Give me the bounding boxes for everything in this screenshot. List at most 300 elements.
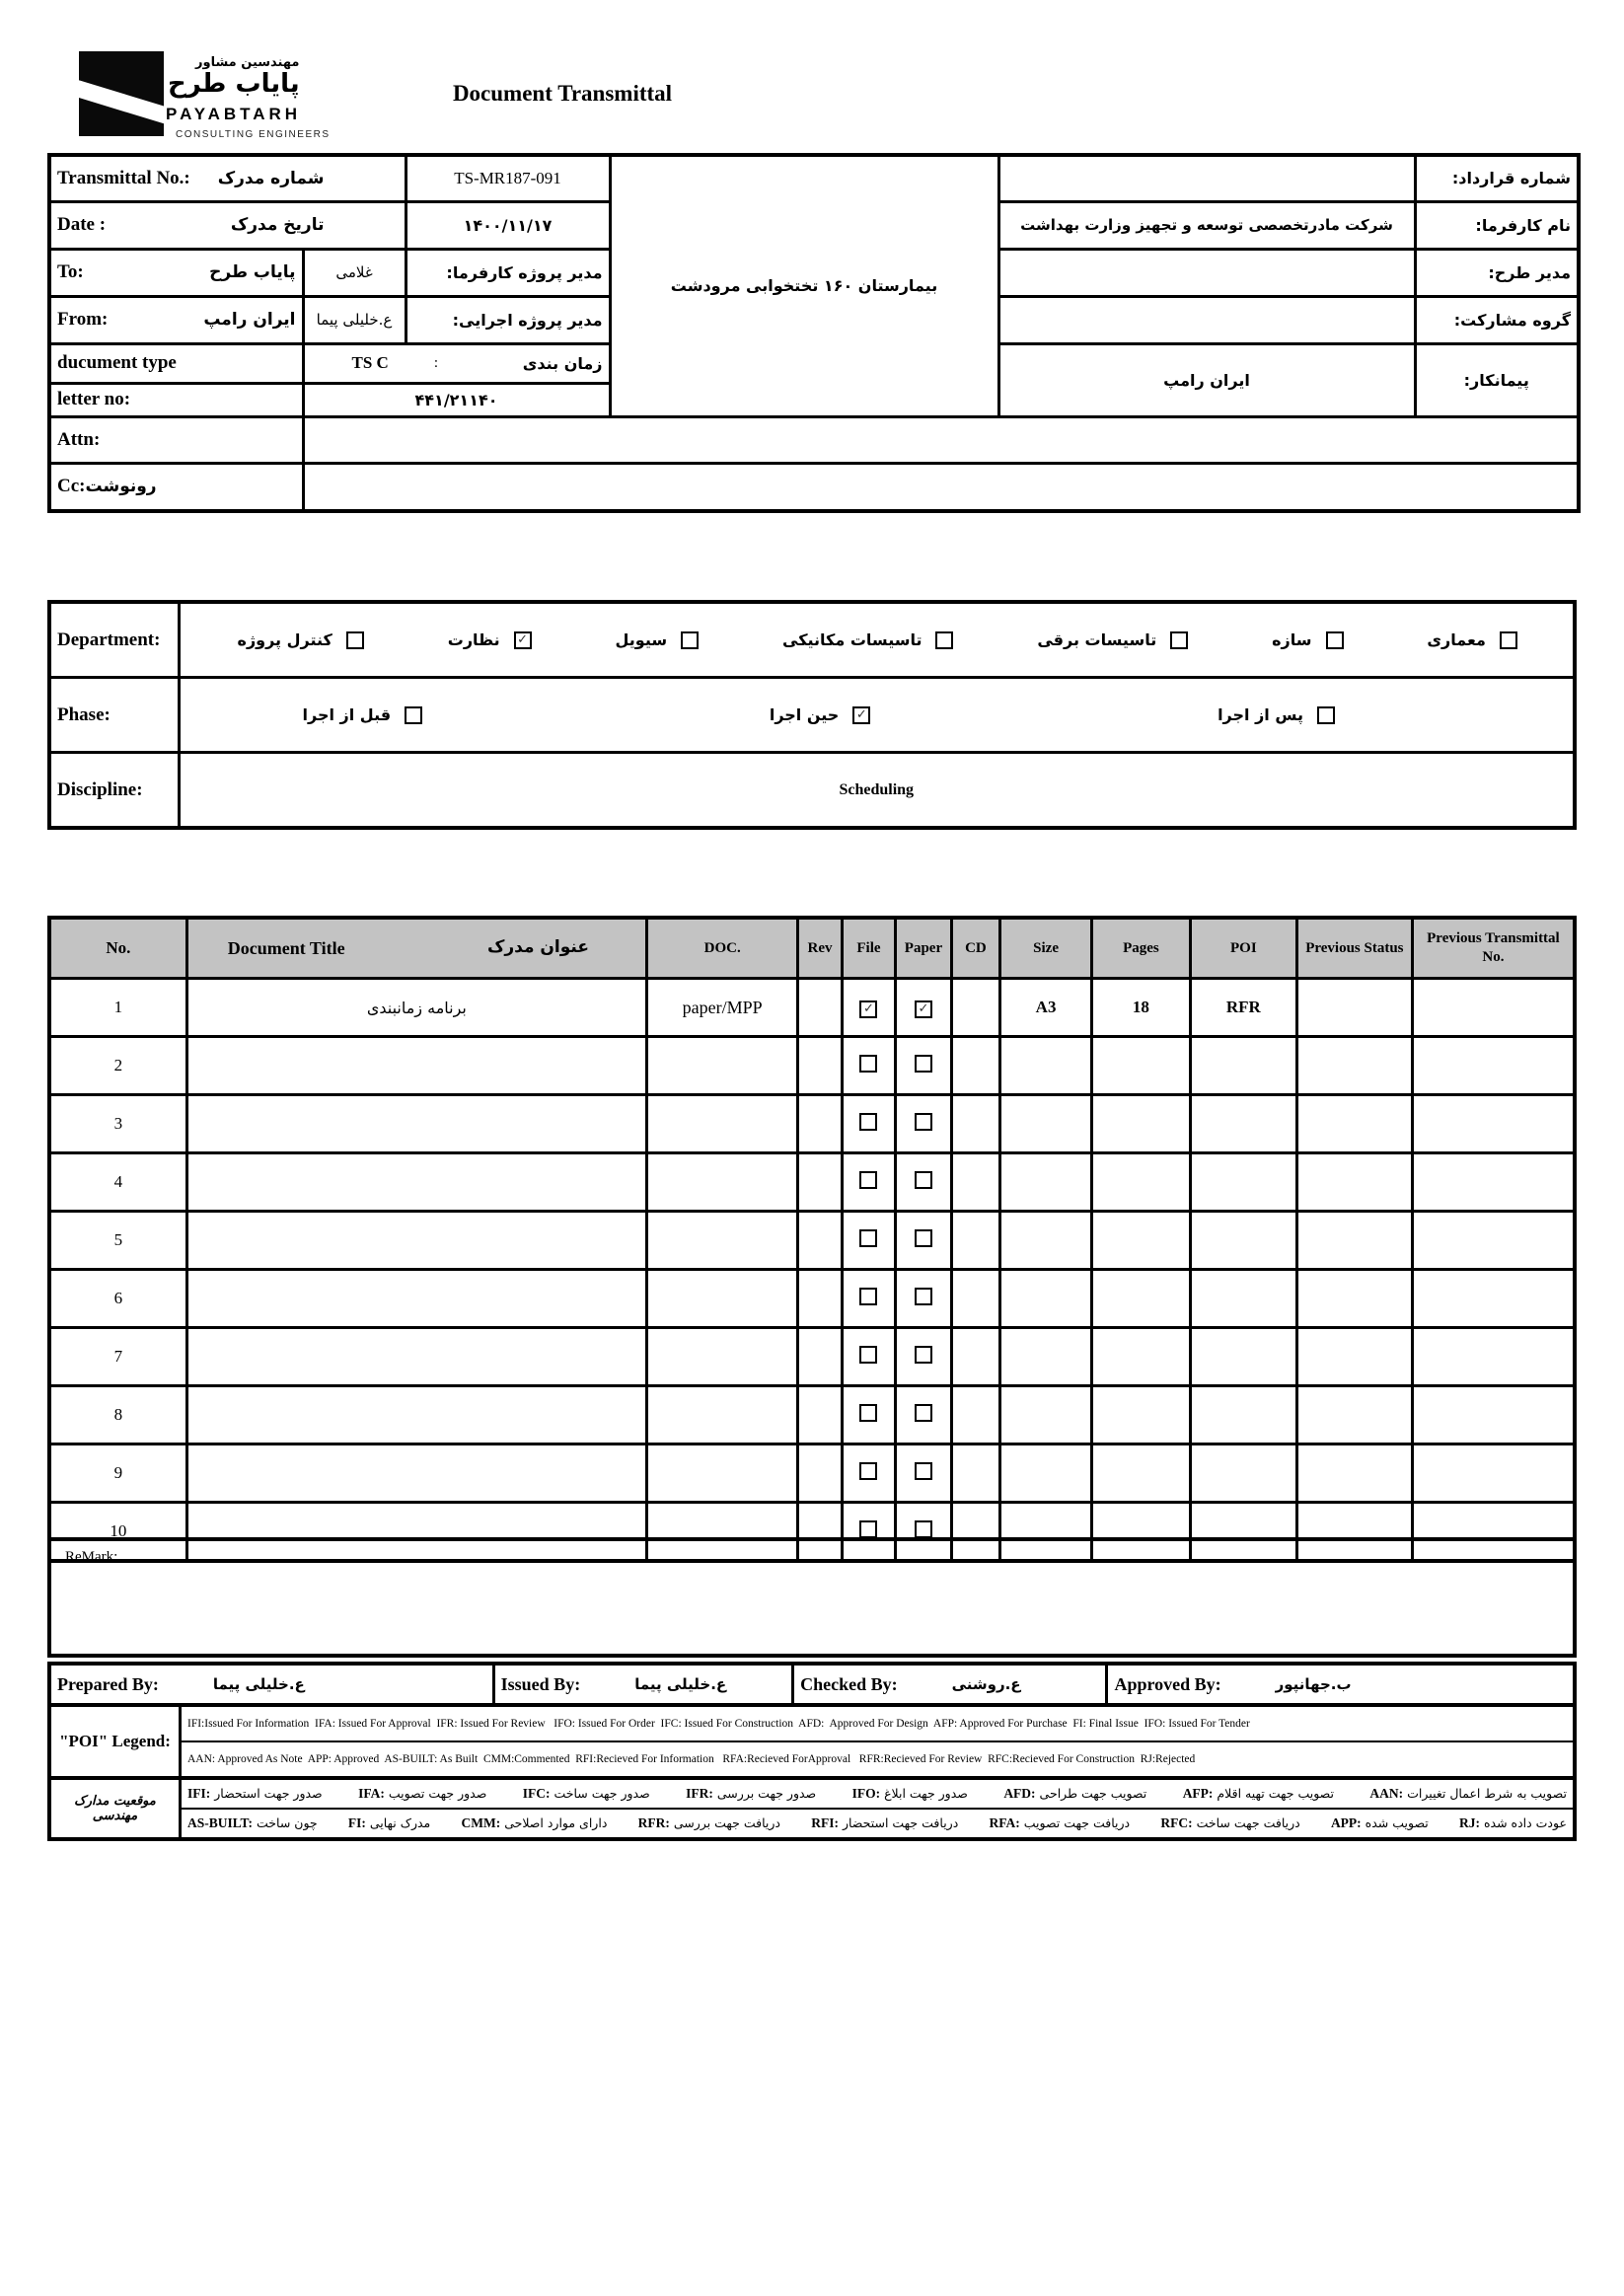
cell-poi — [1190, 1386, 1296, 1444]
department-options-cell — [179, 602, 1575, 678]
department-row-label: Department: — [49, 602, 179, 678]
fa-legend-item — [187, 1815, 318, 1831]
phase-item — [1218, 705, 1335, 724]
cell-poi — [1190, 1153, 1296, 1212]
cell-prev-transmittal — [1412, 1153, 1575, 1212]
col-prev-status: Previous Status — [1296, 918, 1412, 979]
cell-paper — [896, 1095, 952, 1153]
cell-poi — [1190, 1444, 1296, 1503]
to-person: غلامی — [303, 249, 406, 296]
col-size: Size — [1000, 918, 1092, 979]
fa-legend-text: مدرک نهایی — [365, 1815, 431, 1830]
phase-row-label: Phase: — [49, 678, 179, 753]
cell-prev-transmittal — [1412, 1328, 1575, 1386]
fa-legend-item — [1331, 1815, 1429, 1831]
cell-pages — [1091, 1386, 1190, 1444]
signature-label: Issued By: — [500, 1673, 581, 1694]
fa-legend-text: صدور جهت استحضار — [210, 1786, 323, 1801]
cc-label-cell — [49, 463, 303, 511]
cell-title — [186, 1270, 646, 1328]
fa-legend-item — [1003, 1786, 1146, 1802]
signature-name: ع.روشنی — [951, 1675, 1021, 1693]
col-title-en: Document Title — [227, 937, 345, 958]
cell-file — [842, 1386, 895, 1444]
signature-label: Approved By: — [1114, 1673, 1221, 1694]
department-label: نظارت — [447, 630, 500, 649]
fa-legend-item — [638, 1815, 780, 1831]
paper-checkbox-row-10[interactable] — [915, 1520, 932, 1538]
remark-label: ReMark: — [65, 1549, 118, 1565]
file-checkbox-row-3[interactable] — [859, 1113, 877, 1131]
col-rev: Rev — [798, 918, 842, 979]
cell-pages — [1091, 1153, 1190, 1212]
cell-no: 8 — [49, 1386, 186, 1444]
department-label: تاسیسات مکانیکی — [782, 630, 923, 649]
logo-subtitle: CONSULTING ENGINEERS — [176, 129, 331, 140]
fa-legend-item — [686, 1786, 816, 1802]
cell-cd — [951, 1212, 999, 1270]
department-table — [47, 600, 1577, 830]
documents-header-row — [49, 918, 1575, 979]
cell-prev-transmittal — [1412, 1270, 1575, 1328]
file-checkbox-row-7[interactable] — [859, 1346, 877, 1364]
cell-rev — [798, 1444, 842, 1503]
cell-cd — [951, 1095, 999, 1153]
from-cell — [49, 296, 303, 343]
fa-legend-text: دریافت جهت ساخت — [1192, 1815, 1300, 1830]
table-row — [49, 1328, 1575, 1386]
cell-poi — [1190, 1037, 1296, 1095]
to-cell — [49, 249, 303, 296]
cell-doc — [646, 1095, 797, 1153]
cell-doc — [646, 1328, 797, 1386]
cell-pages: 18 — [1091, 979, 1190, 1037]
signature-name: ع.خلیلی پیما — [212, 1675, 305, 1693]
cell-no: 5 — [49, 1212, 186, 1270]
phase-checkbox-0[interactable] — [405, 706, 422, 724]
cell-title — [186, 1444, 646, 1503]
transmittal-no-value: TS-MR187-091 — [406, 155, 610, 201]
project-name: بیمارستان ۱۶۰ تختخوابی مرودشت — [610, 155, 998, 416]
cell-prev-status — [1296, 979, 1412, 1037]
cell-doc — [646, 1212, 797, 1270]
cell-prev-transmittal — [1412, 1037, 1575, 1095]
attn-label-cell — [49, 416, 303, 463]
client-pm-label: مدیر پروژه کارفرما: — [406, 249, 610, 296]
date-label-cell — [49, 201, 406, 249]
remark-box — [47, 1537, 1577, 1658]
fa-legend-code: AFD: — [1003, 1786, 1036, 1801]
cell-paper — [896, 1386, 952, 1444]
fa-legend-item — [1369, 1786, 1567, 1802]
cell-title — [186, 1212, 646, 1270]
fa-legend-line-1 — [182, 1780, 1573, 1808]
doc-type-label: ducument type — [57, 352, 177, 373]
signature-label: Checked By: — [800, 1673, 898, 1694]
fa-legend-code: IFR: — [686, 1786, 713, 1801]
fa-legend-item — [811, 1815, 958, 1831]
cc-label-fa: رونوشت — [85, 477, 157, 497]
department-checkbox-2[interactable] — [681, 631, 699, 649]
fa-legend-item — [1160, 1815, 1299, 1831]
cell-file — [842, 1153, 895, 1212]
cell-no: 6 — [49, 1270, 186, 1328]
doc-type-colon: : — [433, 354, 438, 371]
fa-legend-code: RFI: — [811, 1815, 839, 1830]
cell-no: 7 — [49, 1328, 186, 1386]
cell-title — [186, 1095, 646, 1153]
cell-prev-transmittal — [1412, 979, 1575, 1037]
fa-legend-text: صدور جهت تصویب — [384, 1786, 487, 1801]
discipline-row-label: Discipline: — [49, 753, 179, 829]
col-no: No. — [49, 918, 186, 979]
doc-type-fa: زمان بندی — [522, 353, 603, 373]
fa-legend-text: چون ساخت — [253, 1815, 318, 1830]
col-doc: DOC. — [646, 918, 797, 979]
cell-title — [186, 1153, 646, 1212]
cell-prev-transmittal — [1412, 1386, 1575, 1444]
cell-title — [186, 1037, 646, 1095]
fa-legend-code: IFI: — [187, 1786, 211, 1801]
cell-cd — [951, 1270, 999, 1328]
cell-rev — [798, 979, 842, 1037]
fa-legend-item — [187, 1786, 323, 1802]
cell-size — [1000, 1444, 1092, 1503]
fa-legend-code: RJ: — [1458, 1815, 1480, 1830]
poi-legend — [47, 1703, 1577, 1780]
department-item — [1427, 630, 1517, 649]
cell-size — [1000, 1212, 1092, 1270]
cell-rev — [798, 1212, 842, 1270]
paper-checkbox-row-4[interactable] — [915, 1171, 932, 1189]
signature-cell — [51, 1666, 495, 1703]
phase-item — [303, 705, 423, 724]
cell-poi: RFR — [1190, 979, 1296, 1037]
cell-prev-status — [1296, 1037, 1412, 1095]
from-label: From: — [57, 309, 109, 330]
table-row — [49, 1270, 1575, 1328]
cell-doc — [646, 1153, 797, 1212]
col-title-fa: عنوان مدرک — [486, 937, 589, 958]
cell-cd — [951, 979, 999, 1037]
fa-legend-item — [1459, 1815, 1567, 1831]
fa-legend-line-2 — [182, 1808, 1573, 1837]
cell-cd — [951, 1444, 999, 1503]
fa-legend-item — [461, 1815, 607, 1831]
fa-legend-label: موقعیت مدارک مهندسی — [51, 1780, 182, 1837]
department-label: سازه — [1272, 630, 1312, 649]
phase-label: حین اجرا — [769, 705, 840, 724]
fa-legend-text: تصویب جهت تهیه اقلام — [1213, 1786, 1334, 1801]
client-name-label: نام کارفرما: — [1415, 201, 1579, 249]
cell-size — [1000, 1095, 1092, 1153]
cell-rev — [798, 1037, 842, 1095]
cell-size — [1000, 1270, 1092, 1328]
discipline-value: Scheduling — [179, 753, 1575, 829]
fa-legend-text: صدور جهت بررسی — [712, 1786, 817, 1801]
cell-prev-status — [1296, 1328, 1412, 1386]
design-manager-label: مدیر طرح: — [1415, 249, 1579, 296]
table-row — [49, 1095, 1575, 1153]
fa-legend-text: عودت داده شده — [1479, 1815, 1567, 1830]
signature-name: ع.خلیلی پیما — [634, 1675, 727, 1693]
cell-rev — [798, 1386, 842, 1444]
paper-checkbox-row-6[interactable] — [915, 1288, 932, 1305]
cell-prev-transmittal — [1412, 1212, 1575, 1270]
from-person: ع.خلیلی پیما — [303, 296, 406, 343]
col-file: File — [842, 918, 895, 979]
cell-cd — [951, 1037, 999, 1095]
cell-no: 2 — [49, 1037, 186, 1095]
cell-prev-status — [1296, 1095, 1412, 1153]
cell-file — [842, 1270, 895, 1328]
date-label-en: Date : — [57, 214, 107, 235]
cell-paper — [896, 1444, 952, 1503]
file-checkbox-row-2[interactable] — [859, 1055, 877, 1073]
fa-legend-item — [1183, 1786, 1334, 1802]
department-item — [616, 630, 700, 649]
paper-checkbox-row-5[interactable] — [915, 1229, 932, 1247]
department-options — [186, 630, 1568, 649]
department-item — [448, 630, 532, 649]
cell-poi — [1190, 1095, 1296, 1153]
doc-type-value: TS C — [351, 353, 389, 372]
department-item — [238, 630, 364, 649]
cell-prev-status — [1296, 1444, 1412, 1503]
cell-pages — [1091, 1444, 1190, 1503]
table-row — [49, 1444, 1575, 1503]
cell-size — [1000, 1153, 1092, 1212]
department-item — [1272, 630, 1343, 649]
cell-poi — [1190, 1270, 1296, 1328]
transmittal-no-label-en: Transmittal No.: — [57, 167, 190, 188]
info-table — [47, 153, 1581, 513]
cell-title — [186, 1328, 646, 1386]
fa-legend-item — [523, 1786, 650, 1802]
cell-paper — [896, 1037, 952, 1095]
fa-legend-item — [348, 1815, 430, 1831]
fa-legend-code: AAN: — [1369, 1786, 1404, 1801]
file-checkbox-row-8[interactable] — [859, 1404, 877, 1422]
fa-legend-text: دریافت جهت تصویب — [1019, 1815, 1131, 1830]
paper-checkbox-row-1[interactable]: ✓ — [915, 1000, 932, 1018]
cell-poi — [1190, 1328, 1296, 1386]
partnership-value — [998, 296, 1415, 343]
col-pages: Pages — [1091, 918, 1190, 979]
fa-legend-text: صدور جهت ساخت — [550, 1786, 650, 1801]
to-value: پایاب طرح — [209, 262, 296, 282]
from-value: ایران رامپ — [203, 310, 296, 330]
table-row — [49, 979, 1575, 1037]
fa-legend-code: AFP: — [1182, 1786, 1214, 1801]
phase-checkbox-1[interactable]: ✓ — [852, 706, 870, 724]
cell-no: 3 — [49, 1095, 186, 1153]
signatures-row — [47, 1662, 1577, 1707]
transmittal-no-label-fa: شماره مدرک — [217, 168, 325, 188]
department-checkbox-3[interactable] — [935, 631, 953, 649]
col-prev-transmittal: Previous Transmittal No. — [1412, 918, 1575, 979]
phase-options-cell — [179, 678, 1575, 753]
cell-no: 4 — [49, 1153, 186, 1212]
cc-value — [303, 463, 1579, 511]
fa-legend-code: RFR: — [637, 1815, 670, 1830]
paper-checkbox-row-9[interactable] — [915, 1462, 932, 1480]
cell-pages — [1091, 1037, 1190, 1095]
fa-legend-item — [990, 1815, 1131, 1831]
doc-type-label-cell — [49, 343, 303, 383]
cell-size — [1000, 1386, 1092, 1444]
table-row — [49, 1212, 1575, 1270]
cell-no: 1 — [49, 979, 186, 1037]
fa-legend-text: صدور جهت ابلاغ — [880, 1786, 968, 1801]
cell-prev-status — [1296, 1386, 1412, 1444]
department-checkbox-1[interactable]: ✓ — [514, 631, 532, 649]
department-checkbox-5[interactable] — [1326, 631, 1344, 649]
contract-no-value — [998, 155, 1415, 201]
phase-item — [770, 705, 870, 724]
paper-checkbox-row-3[interactable] — [915, 1113, 932, 1131]
cell-file — [842, 1328, 895, 1386]
cell-no: 10 — [49, 1503, 186, 1562]
paper-checkbox-row-8[interactable] — [915, 1404, 932, 1422]
file-checkbox-row-5[interactable] — [859, 1229, 877, 1247]
phase-label: پس از اجرا — [1218, 705, 1303, 724]
logo-latin-name: PAYABTARH — [166, 105, 302, 123]
file-checkbox-row-4[interactable] — [859, 1171, 877, 1189]
signature-cell — [495, 1666, 794, 1703]
attn-value — [303, 416, 1579, 463]
cell-cd — [951, 1386, 999, 1444]
department-label: معماری — [1427, 630, 1486, 649]
cell-size — [1000, 1328, 1092, 1386]
cell-poi — [1190, 1212, 1296, 1270]
client-name-value: شرکت مادرتخصصی توسعه و تجهیز وزارت بهداشت — [998, 201, 1415, 249]
fa-legend-code: AS-BUILT: — [187, 1815, 254, 1830]
fa-legend-code: RFA: — [989, 1815, 1020, 1830]
fa-legend — [47, 1776, 1577, 1841]
cell-size — [1000, 1037, 1092, 1095]
letter-no-label: letter no: — [57, 389, 131, 409]
attn-label: Attn: — [57, 428, 101, 450]
cell-paper — [896, 1270, 952, 1328]
signature-cell — [794, 1666, 1108, 1703]
cell-cd — [951, 1328, 999, 1386]
fa-legend-text: تصویب جهت طراحی — [1035, 1786, 1147, 1801]
col-poi: POI — [1190, 918, 1296, 979]
date-label-fa: تاریخ مدرک — [230, 215, 325, 235]
fa-legend-code: FI: — [347, 1815, 366, 1830]
cell-pages — [1091, 1212, 1190, 1270]
fa-legend-text: دریافت جهت استحضار — [838, 1815, 959, 1830]
col-paper: Paper — [896, 918, 952, 979]
phase-checkbox-2[interactable] — [1317, 706, 1335, 724]
doc-type-value-cell — [303, 343, 610, 383]
cell-cd — [951, 1153, 999, 1212]
department-checkbox-0[interactable] — [346, 631, 364, 649]
fa-legend-code: IFO: — [851, 1786, 881, 1801]
table-row — [49, 1037, 1575, 1095]
department-label: کنترل پروژه — [237, 630, 332, 649]
contractor-value: ایران رامپ — [998, 343, 1415, 416]
fa-legend-code: CMM: — [461, 1815, 501, 1830]
cell-prev-status — [1296, 1270, 1412, 1328]
paper-checkbox-row-2[interactable] — [915, 1055, 932, 1073]
cell-file — [842, 1037, 895, 1095]
fa-legend-text: دارای موارد اصلاحی — [500, 1815, 608, 1830]
contractor-label: پیمانکار: — [1415, 343, 1579, 416]
cell-doc — [646, 1270, 797, 1328]
cell-doc — [646, 1037, 797, 1095]
fa-legend-text: تصویب به شرط اعمال تغییرات — [1403, 1786, 1567, 1801]
fa-legend-item — [852, 1786, 968, 1802]
fa-legend-item — [358, 1786, 486, 1802]
poi-legend-line-1: IFI:Issued For Information IFA: Issued For Approval IFR: Issued For Review IFO: Issued For Order IFC: Issued For Construction AFD: Approved For Design AFP: Approved For Purchase FI: Final Issue IFO: Issued For Tender — [187, 1718, 1250, 1730]
page-title: Document Transmittal — [452, 81, 673, 106]
cell-file — [842, 1444, 895, 1503]
cell-prev-status — [1296, 1153, 1412, 1212]
fa-legend-code: IFC: — [522, 1786, 551, 1801]
file-checkbox-row-1[interactable]: ✓ — [859, 1000, 877, 1018]
cell-title — [186, 1386, 646, 1444]
cell-doc: paper/MPP — [646, 979, 797, 1037]
department-item — [1037, 630, 1188, 649]
col-cd: CD — [951, 918, 999, 979]
cell-rev — [798, 1328, 842, 1386]
cell-size: A3 — [1000, 979, 1092, 1037]
table-row — [49, 1153, 1575, 1212]
cell-prev-transmittal — [1412, 1444, 1575, 1503]
department-item — [782, 630, 953, 649]
file-checkbox-row-10[interactable] — [859, 1520, 877, 1538]
to-label: To: — [57, 261, 84, 282]
cell-file — [842, 1212, 895, 1270]
file-checkbox-row-6[interactable] — [859, 1288, 877, 1305]
department-label: تاسیسات برقی — [1037, 630, 1157, 649]
cell-prev-status — [1296, 1212, 1412, 1270]
design-manager-value — [998, 249, 1415, 296]
cell-no: 9 — [49, 1444, 186, 1503]
cell-pages — [1091, 1095, 1190, 1153]
partnership-label: گروه مشارکت: — [1415, 296, 1579, 343]
cell-pages — [1091, 1270, 1190, 1328]
cell-title: برنامه زمانبندی — [186, 979, 646, 1037]
exec-pm-label: مدیر پروژه اجرایی: — [406, 296, 610, 343]
department-label: سیویل — [615, 630, 668, 649]
logo-fa-tagline: مهندسین مشاور — [195, 55, 300, 70]
fa-legend-code: IFA: — [358, 1786, 385, 1801]
signature-name: ب.جهانپور — [1275, 1675, 1352, 1693]
cell-rev — [798, 1095, 842, 1153]
cell-file — [842, 1095, 895, 1153]
transmittal-no-label-cell — [49, 155, 406, 201]
cell-prev-transmittal — [1412, 1095, 1575, 1153]
poi-legend-line-2: AAN: Approved As Note APP: Approved AS-BUILT: As Built CMM:Commented RFI:Recieved For Information RFA:Recieved ForApproval RFR:Recieved For Review RFC:Recieved For Construction RJ:Rejected — [182, 1741, 1573, 1776]
documents-table — [47, 916, 1577, 1563]
paper-checkbox-row-7[interactable] — [915, 1346, 932, 1364]
cell-file — [842, 979, 895, 1037]
department-checkbox-4[interactable] — [1170, 631, 1188, 649]
file-checkbox-row-9[interactable] — [859, 1462, 877, 1480]
fa-legend-text: دریافت جهت بررسی — [669, 1815, 780, 1830]
fa-legend-code: RFC: — [1160, 1815, 1193, 1830]
poi-legend-label: "POI" Legend: — [51, 1707, 182, 1776]
cell-doc — [646, 1444, 797, 1503]
signature-label: Prepared By: — [57, 1673, 159, 1694]
cell-paper — [896, 1153, 952, 1212]
department-checkbox-6[interactable] — [1500, 631, 1517, 649]
phase-options — [186, 705, 1568, 724]
table-row — [49, 1386, 1575, 1444]
